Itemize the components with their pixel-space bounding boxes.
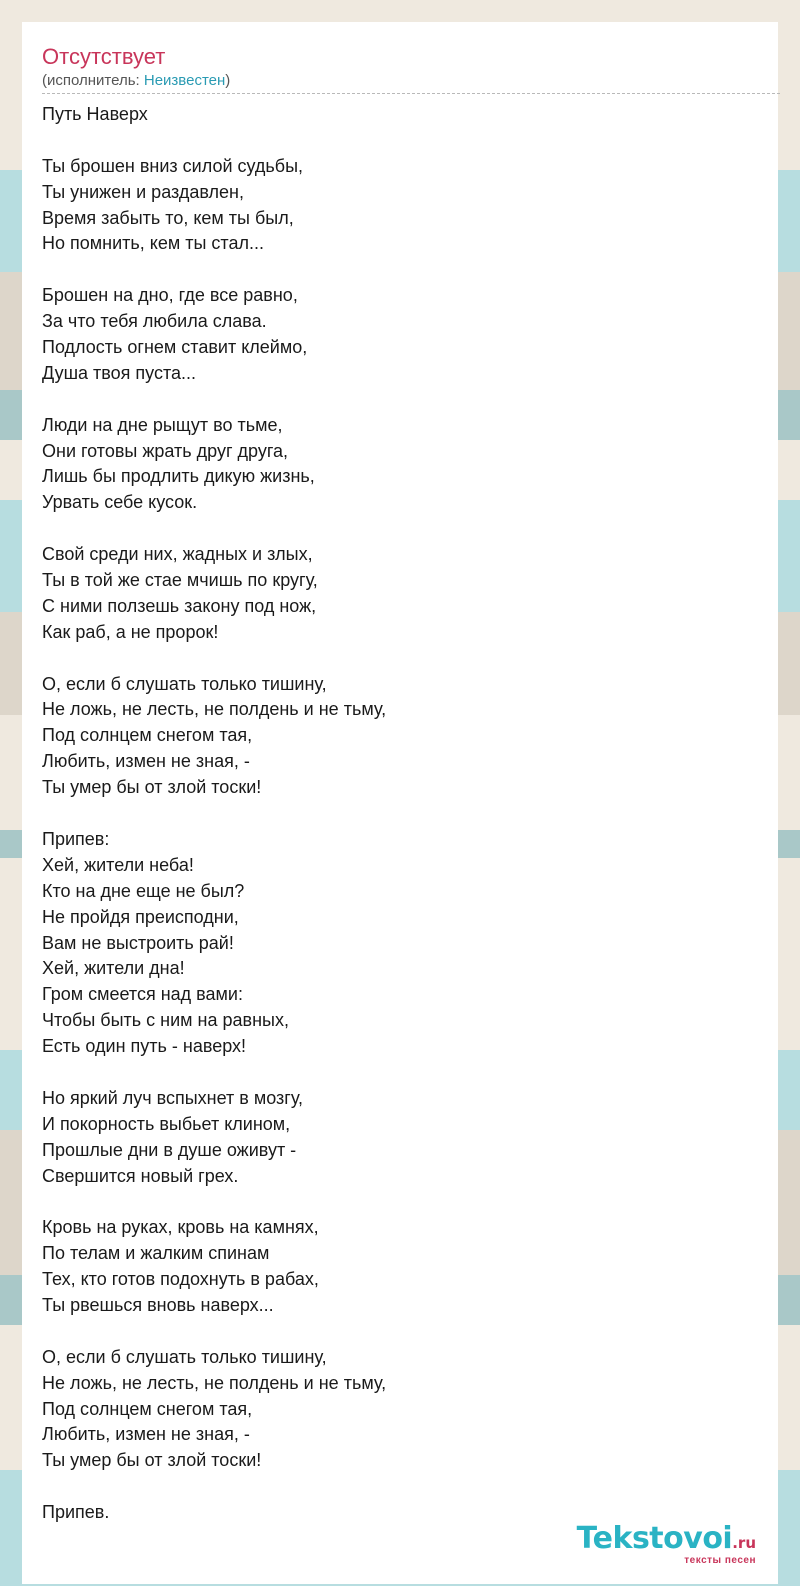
lyric-line: Они готовы жрать друг друга, bbox=[42, 440, 288, 461]
lyric-line: Не ложь, не лесть, не полдень и не тьму, bbox=[42, 1372, 387, 1393]
lyric-line: По телам и жалким спинам bbox=[42, 1243, 270, 1264]
lyric-line: Любить, измен не зная, - bbox=[42, 1424, 250, 1445]
site-logo[interactable] bbox=[577, 1522, 756, 1568]
lyric-line: Ты брошен вниз силой судьбы, bbox=[42, 155, 304, 176]
lyric-line: Хей, жители дна! bbox=[42, 958, 185, 979]
lyric-blank-line bbox=[42, 1060, 762, 1086]
lyric-line: Брошен на дно, где все равно, bbox=[42, 285, 298, 306]
lyric-line: Под солнцем снегом тая, bbox=[42, 725, 253, 746]
lyric-line: Под солнцем снегом тая, bbox=[42, 1398, 253, 1419]
lyric-blank-line bbox=[42, 128, 762, 154]
lyric-line: Подлость огнем ставит клеймо, bbox=[42, 337, 308, 358]
lyric-line: Ты рвешься вновь наверх... bbox=[42, 1294, 274, 1315]
lyric-blank-line bbox=[42, 1189, 762, 1215]
lyric-line: Тех, кто готов подохнуть в рабах, bbox=[42, 1269, 319, 1290]
lyric-line: И покорность выбьет клином, bbox=[42, 1113, 291, 1134]
lyric-line: Любить, измен не зная, - bbox=[42, 751, 250, 772]
lyric-line: Урвать себе кусок. bbox=[42, 492, 198, 513]
logo-domain: .ru bbox=[732, 1534, 756, 1552]
lyric-blank-line bbox=[42, 257, 762, 283]
lyric-line: Свершится новый грех. bbox=[42, 1165, 239, 1186]
lyric-line: За что тебя любила слава. bbox=[42, 311, 267, 332]
logo-main-text: Tekstovoi bbox=[576, 1521, 733, 1556]
lyric-line: Есть один путь - наверх! bbox=[42, 1036, 247, 1057]
lyrics-text bbox=[42, 102, 762, 1526]
lyric-blank-line bbox=[42, 1319, 762, 1345]
lyric-line: Ты умер бы от злой тоски! bbox=[42, 1450, 262, 1471]
lyric-line: Свой среди них, жадных и злых, bbox=[42, 544, 313, 565]
lyric-line: Но яркий луч вспыхнет в мозгу, bbox=[42, 1087, 304, 1108]
lyric-blank-line bbox=[42, 646, 762, 672]
lyric-line: Чтобы быть с ним на равных, bbox=[42, 1010, 289, 1031]
lyric-blank-line bbox=[42, 801, 762, 827]
lyric-line: Ты умер бы от злой тоски! bbox=[42, 777, 262, 798]
artist-suffix: ) bbox=[225, 72, 231, 89]
lyric-line: Но помнить, кем ты стал... bbox=[42, 233, 264, 254]
lyric-line: Кровь на руках, кровь на камнях, bbox=[42, 1217, 319, 1238]
artist-line bbox=[42, 72, 230, 90]
lyric-line: Кто на дне еще не был? bbox=[42, 880, 245, 901]
lyric-blank-line bbox=[42, 1474, 762, 1500]
lyric-line: Лишь бы продлить дикую жизнь, bbox=[42, 466, 315, 487]
lyric-line: Душа твоя пуста... bbox=[42, 362, 197, 383]
lyric-line: Припев. bbox=[42, 1502, 110, 1523]
artist-link[interactable]: Неизвестен bbox=[143, 72, 226, 89]
lyric-line: Путь Наверх bbox=[42, 104, 148, 124]
lyric-blank-line bbox=[42, 516, 762, 542]
lyric-line: Люди на дне рыщут во тьме, bbox=[42, 414, 283, 435]
lyric-line: Прошлые дни в душе оживут - bbox=[42, 1139, 297, 1160]
lyric-line: Не пройдя преисподни, bbox=[42, 906, 239, 927]
lyric-line: Ты унижен и раздавлен, bbox=[42, 181, 244, 202]
lyric-line: Вам не выстроить рай! bbox=[42, 932, 234, 953]
divider bbox=[42, 93, 780, 94]
lyrics-card bbox=[22, 22, 778, 1584]
artist-prefix: (исполнитель: bbox=[42, 72, 144, 89]
lyric-line: Как раб, а не пророк! bbox=[42, 621, 219, 642]
song-title: Отсутствует bbox=[42, 44, 166, 69]
lyric-line: Припев: bbox=[42, 828, 110, 849]
lyric-line: О, если б слушать только тишину, bbox=[42, 1346, 327, 1367]
lyric-line: С ними ползешь закону под нож, bbox=[42, 595, 317, 616]
lyric-line: Не ложь, не лесть, не полдень и не тьму, bbox=[42, 699, 387, 720]
lyric-line: Гром смеется над вами: bbox=[42, 984, 243, 1005]
lyric-line: Хей, жители неба! bbox=[42, 854, 194, 875]
lyric-blank-line bbox=[42, 387, 762, 413]
lyric-line: О, если б слушать только тишину, bbox=[42, 673, 327, 694]
logo-tagline: тексты песен bbox=[684, 1555, 756, 1566]
lyric-line: Ты в той же стае мчишь по кругу, bbox=[42, 570, 318, 591]
lyric-line: Время забыть то, кем ты был, bbox=[42, 207, 294, 228]
